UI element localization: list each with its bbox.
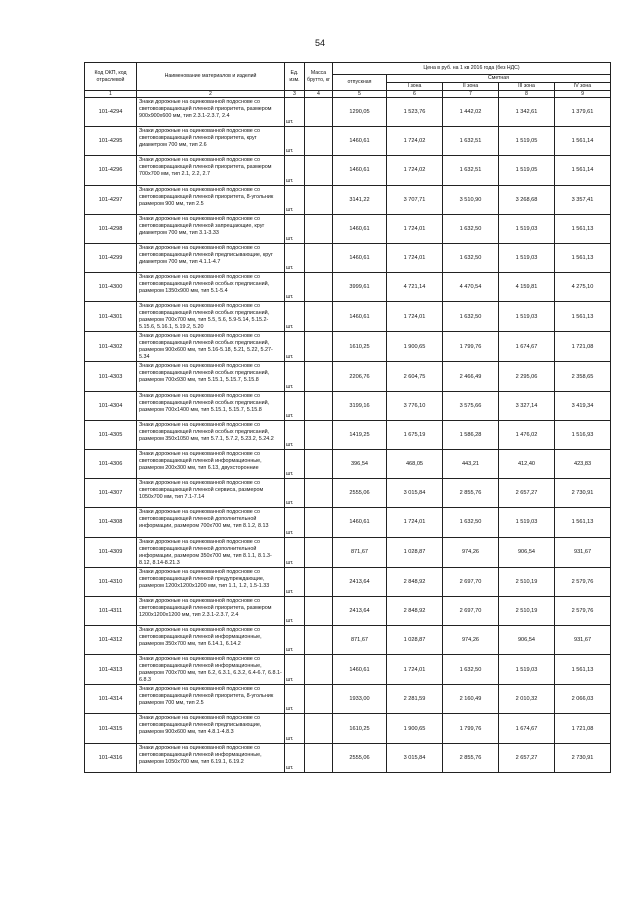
row-code: 101-4312: [85, 626, 137, 655]
table-row: [85, 450, 611, 479]
table-row: [85, 156, 611, 185]
row-name: Знаки дорожные на оцинкованной подоснове со световозвращающей пленкой информационные, размером 350х700 мм, тип 6.14.1, 6.14.2: [137, 626, 285, 655]
row-release-price: 2206,76: [333, 362, 387, 391]
row-code: 101-4298: [85, 214, 137, 243]
row-mass: [305, 302, 333, 332]
row-name: Знаки дорожные на оцинкованной подоснове со световозвращающей пленкой особых предписаний, размером 700х700 мм, тип 5.5, 5.6, 5.9-5.14, 5.15.2-5.15.6, 5.16.1, 5.19.2, 5.20: [137, 302, 285, 332]
row-unit: шт.: [285, 243, 305, 272]
row-code: 101-4306: [85, 450, 137, 479]
row-code: 101-4304: [85, 391, 137, 420]
row-mass: [305, 626, 333, 655]
row-zone-3-price: 1 342,61: [499, 98, 555, 127]
row-unit: шт.: [285, 450, 305, 479]
row-unit: шт.: [285, 714, 305, 743]
header-delivered-price: Сметная: [387, 75, 611, 83]
row-code: 101-4294: [85, 98, 137, 127]
row-zone-3-price: 1 519,03: [499, 243, 555, 272]
row-zone-4-price: 1 561,13: [555, 302, 611, 332]
row-zone-1-price: 1 724,01: [387, 655, 443, 685]
table-row: [85, 626, 611, 655]
row-unit: шт.: [285, 567, 305, 596]
row-zone-3-price: 906,54: [499, 537, 555, 567]
row-zone-3-price: 1 519,03: [499, 508, 555, 537]
row-mass: [305, 567, 333, 596]
row-zone-4-price: 423,83: [555, 450, 611, 479]
row-release-price: 3999,61: [333, 273, 387, 302]
row-name: Знаки дорожные на оцинкованной подоснове со световозвращающей пленкой сервиса, размером 1050х700 мм, тип 7.1-7.14: [137, 479, 285, 508]
row-code: 101-4303: [85, 362, 137, 391]
row-zone-3-price: 2 657,27: [499, 743, 555, 772]
row-zone-3-price: 1 519,03: [499, 302, 555, 332]
row-mass: [305, 332, 333, 362]
row-name: Знаки дорожные на оцинкованной подоснове со световозвращающей пленкой особых предписаний, размером 350х1050 мм, тип 5.7.1, 5.7.2, 5.23.2, 5.24.2: [137, 420, 285, 449]
row-unit: шт.: [285, 508, 305, 537]
row-zone-3-price: 2 510,19: [499, 567, 555, 596]
header-release-price: отпускная: [333, 75, 387, 91]
row-zone-1-price: 1 523,76: [387, 98, 443, 127]
row-unit: шт.: [285, 743, 305, 772]
row-zone-1-price: 1 900,65: [387, 332, 443, 362]
row-code: 101-4296: [85, 156, 137, 185]
row-name: Знаки дорожные на оцинкованной подоснове со световозвращающей пленкой особых предписаний, размером 1350х900 мм, тип 5.1-5.4: [137, 273, 285, 302]
row-zone-2-price: 1 799,76: [443, 332, 499, 362]
row-mass: [305, 243, 333, 272]
row-zone-2-price: 1 442,02: [443, 98, 499, 127]
table-row: [85, 596, 611, 625]
row-zone-4-price: 931,67: [555, 626, 611, 655]
col-number: 3: [285, 91, 305, 98]
row-zone-1-price: 1 724,01: [387, 214, 443, 243]
row-release-price: 1460,61: [333, 302, 387, 332]
row-zone-4-price: 3 419,34: [555, 391, 611, 420]
row-zone-2-price: 1 632,50: [443, 302, 499, 332]
row-name: Знаки дорожные на оцинкованной подоснове со световозвращающей пленкой информационные, размером 200х300 мм, тип 6.13, двухсторонние: [137, 450, 285, 479]
row-release-price: 2413,64: [333, 596, 387, 625]
row-zone-4-price: 1 561,13: [555, 508, 611, 537]
col-number: 8: [499, 91, 555, 98]
table-row: [85, 685, 611, 714]
table-row: [85, 537, 611, 567]
row-zone-2-price: 1 632,50: [443, 214, 499, 243]
row-code: 101-4301: [85, 302, 137, 332]
row-zone-1-price: 2 848,92: [387, 596, 443, 625]
row-zone-4-price: 1 561,14: [555, 156, 611, 185]
row-zone-1-price: 4 721,14: [387, 273, 443, 302]
table-row: [85, 302, 611, 332]
page-number: 54: [314, 38, 325, 48]
row-zone-3-price: 2 510,19: [499, 596, 555, 625]
row-zone-2-price: 1 632,50: [443, 243, 499, 272]
row-unit: шт.: [285, 332, 305, 362]
row-release-price: 1610,25: [333, 332, 387, 362]
row-name: Знаки дорожные на оцинкованной подоснове со световозвращающей пленкой предписывающие, круг диаметром 700 мм, тип 4.1.1-4.7: [137, 243, 285, 272]
row-name: Знаки дорожные на оцинкованной подоснове со световозвращающей пленкой предупреждающие, размером 1200х1200х1200 мм, тип 1.1, 1.2, 1.5-1.33: [137, 567, 285, 596]
row-code: 101-4297: [85, 185, 137, 214]
row-zone-3-price: 3 268,68: [499, 185, 555, 214]
row-mass: [305, 596, 333, 625]
table-row: [85, 479, 611, 508]
row-release-price: 1460,61: [333, 127, 387, 156]
row-name: Знаки дорожные на оцинкованной подоснове со световозвращающей пленкой особых предписаний, размером 700х930 мм, тип 5.15.1, 5.15.7, 5.15.8: [137, 362, 285, 391]
row-zone-4-price: 1 561,13: [555, 655, 611, 685]
row-zone-4-price: 2 579,76: [555, 596, 611, 625]
row-release-price: 1460,61: [333, 508, 387, 537]
row-zone-2-price: 2 697,70: [443, 567, 499, 596]
row-mass: [305, 98, 333, 127]
row-zone-4-price: 2 358,65: [555, 362, 611, 391]
row-code: 101-4310: [85, 567, 137, 596]
col-number: 5: [333, 91, 387, 98]
row-release-price: 2555,06: [333, 479, 387, 508]
row-zone-2-price: 3 510,90: [443, 185, 499, 214]
row-zone-4-price: 2 066,03: [555, 685, 611, 714]
row-unit: шт.: [285, 420, 305, 449]
row-zone-1-price: 1 028,87: [387, 537, 443, 567]
header-mass: Масса брутто, кг: [305, 63, 333, 91]
row-zone-2-price: 2 466,49: [443, 362, 499, 391]
row-name: Знаки дорожные на оцинкованной подоснове со световозвращающей пленкой дополнительной информации, размером 350х700 мм, тип 8.1.1, 8.1.3-8.12, 8.14-8.21.3: [137, 537, 285, 567]
row-zone-4-price: 1 516,93: [555, 420, 611, 449]
row-zone-2-price: 443,21: [443, 450, 499, 479]
row-name: Знаки дорожные на оцинкованной подоснове со световозвращающей пленкой особых предписаний, размером 700х1400 мм, тип 5.15.1, 5.15.7, 5.15.8: [137, 391, 285, 420]
table-row: [85, 567, 611, 596]
row-unit: шт.: [285, 98, 305, 127]
row-unit: шт.: [285, 537, 305, 567]
row-zone-4-price: 3 357,41: [555, 185, 611, 214]
row-code: 101-4316: [85, 743, 137, 772]
row-mass: [305, 273, 333, 302]
row-name: Знаки дорожные на оцинкованной подоснове со световозвращающей пленкой запрещающие, круг диаметром 700 мм, тип 3.1-3.33: [137, 214, 285, 243]
row-release-price: 871,67: [333, 537, 387, 567]
table-row: [85, 714, 611, 743]
row-code: 101-4300: [85, 273, 137, 302]
row-unit: шт.: [285, 156, 305, 185]
row-unit: шт.: [285, 626, 305, 655]
row-name: Знаки дорожные на оцинкованной подоснове со световозвращающей пленкой предписывающие, размером 900х600 мм, тип 4.8.1-4.8.3: [137, 714, 285, 743]
row-zone-4-price: 1 721,08: [555, 714, 611, 743]
row-code: 101-4305: [85, 420, 137, 449]
row-zone-1-price: 1 724,02: [387, 156, 443, 185]
row-release-price: 1290,05: [333, 98, 387, 127]
row-zone-1-price: 2 848,92: [387, 567, 443, 596]
row-zone-2-price: 1 586,28: [443, 420, 499, 449]
row-zone-2-price: 974,26: [443, 626, 499, 655]
row-zone-4-price: 4 275,10: [555, 273, 611, 302]
header-zone-4: IV зона: [555, 83, 611, 91]
row-zone-3-price: 2 010,32: [499, 685, 555, 714]
row-unit: шт.: [285, 362, 305, 391]
row-zone-3-price: 1 519,03: [499, 214, 555, 243]
row-name: Знаки дорожные на оцинкованной подоснове со световозвращающей пленкой приоритета, 8-угольник размером 900 мм, тип 2.5: [137, 185, 285, 214]
col-number: 1: [85, 91, 137, 98]
row-code: 101-4308: [85, 508, 137, 537]
row-zone-1-price: 1 724,01: [387, 508, 443, 537]
row-zone-1-price: 2 281,59: [387, 685, 443, 714]
table-row: [85, 508, 611, 537]
row-release-price: 871,67: [333, 626, 387, 655]
row-zone-3-price: 1 519,05: [499, 156, 555, 185]
price-table: [84, 62, 611, 773]
row-mass: [305, 127, 333, 156]
row-zone-4-price: 1 561,13: [555, 243, 611, 272]
row-mass: [305, 420, 333, 449]
row-code: 101-4295: [85, 127, 137, 156]
row-name: Знаки дорожные на оцинкованной подоснове со световозвращающей пленкой приоритета, 8-угольник размером 700 мм, тип 2.5: [137, 685, 285, 714]
row-zone-3-price: 1 476,02: [499, 420, 555, 449]
row-zone-1-price: 3 707,71: [387, 185, 443, 214]
row-mass: [305, 537, 333, 567]
header-zone-2: II зона: [443, 83, 499, 91]
row-zone-2-price: 2 697,70: [443, 596, 499, 625]
row-release-price: 1610,25: [333, 714, 387, 743]
row-code: 101-4309: [85, 537, 137, 567]
row-zone-2-price: 1 632,51: [443, 127, 499, 156]
row-zone-2-price: 4 470,54: [443, 273, 499, 302]
table-row: [85, 362, 611, 391]
row-zone-4-price: 1 721,08: [555, 332, 611, 362]
row-zone-1-price: 1 724,02: [387, 127, 443, 156]
row-zone-4-price: 2 730,91: [555, 743, 611, 772]
col-number: 2: [137, 91, 285, 98]
table-body: [85, 98, 611, 773]
table-row: [85, 273, 611, 302]
table-row: [85, 391, 611, 420]
row-zone-2-price: 1 799,76: [443, 714, 499, 743]
row-zone-3-price: 1 519,03: [499, 655, 555, 685]
row-zone-3-price: 1 674,67: [499, 714, 555, 743]
row-unit: шт.: [285, 391, 305, 420]
row-unit: шт.: [285, 273, 305, 302]
header-unit: Ед. изм.: [285, 63, 305, 91]
row-mass: [305, 156, 333, 185]
col-number: 7: [443, 91, 499, 98]
row-release-price: 1460,61: [333, 214, 387, 243]
row-release-price: 1460,61: [333, 243, 387, 272]
row-zone-3-price: 4 159,81: [499, 273, 555, 302]
row-zone-2-price: 2 160,49: [443, 685, 499, 714]
row-mass: [305, 391, 333, 420]
row-unit: шт.: [285, 596, 305, 625]
row-code: 101-4311: [85, 596, 137, 625]
row-zone-1-price: 1 675,19: [387, 420, 443, 449]
row-code: 101-4313: [85, 655, 137, 685]
row-release-price: 3199,16: [333, 391, 387, 420]
row-zone-3-price: 906,54: [499, 626, 555, 655]
col-number: 6: [387, 91, 443, 98]
row-zone-4-price: 2 730,91: [555, 479, 611, 508]
row-zone-1-price: 468,05: [387, 450, 443, 479]
row-release-price: 2413,64: [333, 567, 387, 596]
row-unit: шт.: [285, 302, 305, 332]
row-zone-4-price: 2 579,76: [555, 567, 611, 596]
header-name: Наименование материалов и изделий: [137, 63, 285, 91]
row-zone-2-price: 2 855,76: [443, 479, 499, 508]
row-zone-2-price: 1 632,50: [443, 508, 499, 537]
row-code: 101-4299: [85, 243, 137, 272]
table-row: [85, 214, 611, 243]
row-zone-2-price: 1 632,50: [443, 655, 499, 685]
row-unit: шт.: [285, 127, 305, 156]
row-zone-2-price: 3 575,66: [443, 391, 499, 420]
row-name: Знаки дорожные на оцинкованной подоснове со световозвращающей пленкой приоритета, размером 700х700 мм, тип 2.1, 2.2, 2.7: [137, 156, 285, 185]
table-row: [85, 185, 611, 214]
row-mass: [305, 479, 333, 508]
row-mass: [305, 185, 333, 214]
row-release-price: 396,54: [333, 450, 387, 479]
row-release-price: 1460,61: [333, 156, 387, 185]
table-row: [85, 243, 611, 272]
row-zone-1-price: 3 015,84: [387, 743, 443, 772]
row-name: Знаки дорожные на оцинкованной подоснове со световозвращающей пленкой приоритета, круг диаметром 700 мм, тип 2.6: [137, 127, 285, 156]
table-row: [85, 127, 611, 156]
table-row: [85, 655, 611, 685]
row-name: Знаки дорожные на оцинкованной подоснове со световозвращающей пленкой информационные, размером 700х700 мм, тип 6.2, 6.3.1, 6.3.2, 6.4-6.7, 6.8.1-6.8.3: [137, 655, 285, 685]
row-zone-1-price: 3 776,10: [387, 391, 443, 420]
row-zone-3-price: 2 295,06: [499, 362, 555, 391]
row-code: 101-4307: [85, 479, 137, 508]
row-zone-1-price: 2 604,75: [387, 362, 443, 391]
row-release-price: 1460,61: [333, 655, 387, 685]
row-zone-4-price: 1 379,61: [555, 98, 611, 127]
header-zone-3: III зона: [499, 83, 555, 91]
row-code: 101-4315: [85, 714, 137, 743]
row-mass: [305, 714, 333, 743]
row-mass: [305, 743, 333, 772]
row-zone-3-price: 1 674,67: [499, 332, 555, 362]
row-name: Знаки дорожные на оцинкованной подоснове со световозвращающей пленкой приоритета, размером 1200х1200х1200 мм, тип 2.3.1-2.3.7, 2.4: [137, 596, 285, 625]
row-zone-2-price: 2 855,76: [443, 743, 499, 772]
row-release-price: 2555,06: [333, 743, 387, 772]
header-zone-1: I зона: [387, 83, 443, 91]
row-name: Знаки дорожные на оцинкованной подоснове со световозвращающей пленкой приоритета, размером 900х900х600 мм, тип 2.3.1-2.3.7, 2.4: [137, 98, 285, 127]
row-zone-3-price: 412,40: [499, 450, 555, 479]
row-unit: шт.: [285, 214, 305, 243]
row-unit: шт.: [285, 655, 305, 685]
row-mass: [305, 655, 333, 685]
row-zone-4-price: 1 561,13: [555, 214, 611, 243]
row-name: Знаки дорожные на оцинкованной подоснове со световозвращающей пленкой информационные, размером 1050х700 мм, тип 6.19.1, 6.19.2: [137, 743, 285, 772]
row-zone-2-price: 1 632,51: [443, 156, 499, 185]
row-release-price: 1419,25: [333, 420, 387, 449]
row-unit: шт.: [285, 685, 305, 714]
table-row: [85, 420, 611, 449]
row-zone-1-price: 1 724,01: [387, 243, 443, 272]
header-code: Код ОКП, код отраслевой: [85, 63, 137, 91]
row-zone-1-price: 1 724,01: [387, 302, 443, 332]
header-price-title: Цена в руб. на 1 кв 2016 года (без НДС): [333, 63, 611, 75]
row-mass: [305, 214, 333, 243]
row-code: 101-4314: [85, 685, 137, 714]
row-zone-1-price: 1 900,65: [387, 714, 443, 743]
row-zone-1-price: 3 015,84: [387, 479, 443, 508]
row-unit: шт.: [285, 185, 305, 214]
table-header: [85, 63, 611, 98]
table-row: [85, 332, 611, 362]
row-mass: [305, 450, 333, 479]
row-mass: [305, 508, 333, 537]
row-release-price: 3141,22: [333, 185, 387, 214]
col-number: 4: [305, 91, 333, 98]
row-zone-4-price: 1 561,14: [555, 127, 611, 156]
row-zone-2-price: 974,26: [443, 537, 499, 567]
row-name: Знаки дорожные на оцинкованной подоснове со световозвращающей пленкой дополнительной информации, размером 700х700 мм, тип 8.1.2, 8.13: [137, 508, 285, 537]
row-zone-3-price: 2 657,27: [499, 479, 555, 508]
row-name: Знаки дорожные на оцинкованной подоснове со световозвращающей пленкой особых предписаний, размером 900х600 мм, тип 5.16-5.18, 5.21, 5.22, 5.27-5.34: [137, 332, 285, 362]
row-zone-3-price: 1 519,05: [499, 127, 555, 156]
row-release-price: 1933,00: [333, 685, 387, 714]
row-unit: шт.: [285, 479, 305, 508]
row-zone-3-price: 3 327,14: [499, 391, 555, 420]
table-row: [85, 743, 611, 772]
row-zone-1-price: 1 028,87: [387, 626, 443, 655]
row-mass: [305, 362, 333, 391]
table-row: [85, 98, 611, 127]
row-mass: [305, 685, 333, 714]
row-code: 101-4302: [85, 332, 137, 362]
col-number: 9: [555, 91, 611, 98]
row-zone-4-price: 931,67: [555, 537, 611, 567]
